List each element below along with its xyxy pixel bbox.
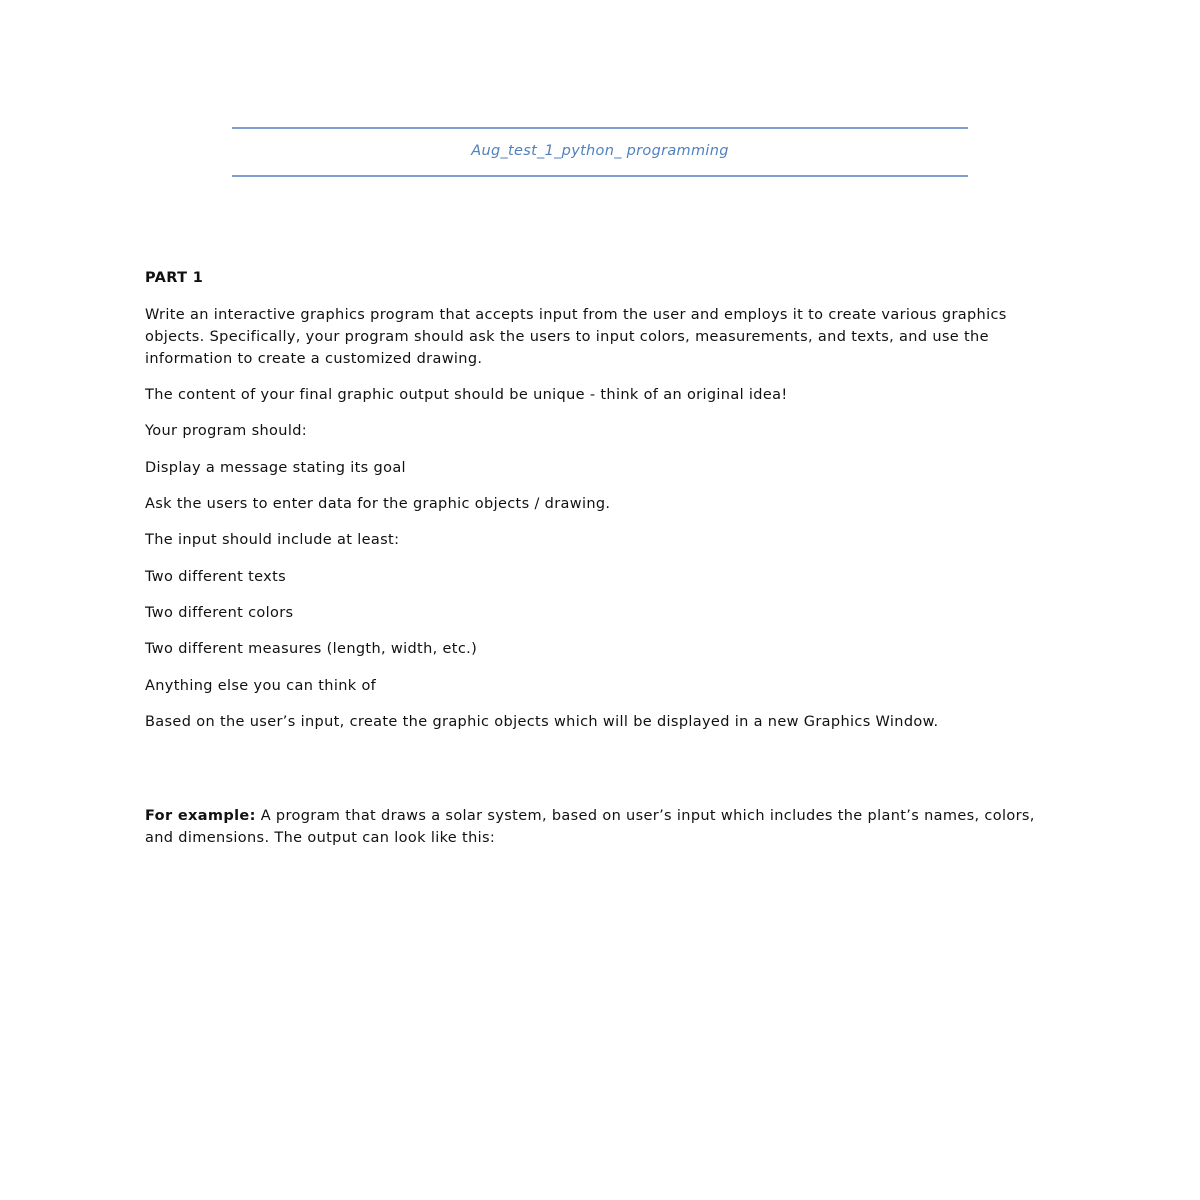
program-should-paragraph: Your program should: bbox=[145, 423, 307, 439]
header-title: Aug_test_1_python_ programming bbox=[471, 143, 729, 159]
goal-item: Display a message stating its goal bbox=[145, 460, 406, 476]
measures-item: Two different measures (length, width, etc.) bbox=[145, 641, 478, 657]
colors-item: Two different colors bbox=[145, 605, 294, 621]
header-top-rule bbox=[232, 127, 968, 129]
based-on-paragraph: Based on the user’s input, create the graphic objects which will be displayed in a new Graphics Window. bbox=[145, 714, 939, 730]
ask-item: Ask the users to enter data for the graphic objects / drawing. bbox=[145, 496, 611, 512]
example-paragraph bbox=[145, 805, 1055, 849]
else-item: Anything else you can think of bbox=[145, 678, 377, 694]
page-header bbox=[232, 127, 968, 177]
texts-item: Two different texts bbox=[145, 569, 287, 585]
example-label: For example: bbox=[145, 808, 256, 824]
header-bottom-rule bbox=[232, 175, 968, 177]
input-include-paragraph: The input should include at least: bbox=[145, 532, 400, 548]
uniqueness-paragraph: The content of your final graphic output should be unique - think of an original idea! bbox=[145, 387, 788, 403]
example-text: A program that draws a solar system, based on user’s input which includes the plant’s names, colors, and dimensions. The output can look like this: bbox=[145, 808, 1035, 846]
intro-paragraph: Write an interactive graphics program that accepts input from the user and employs it to create various graphics objects. Specifically, your program should ask the users to input colors, measurements, and texts, and use the information to create a customized drawing. bbox=[145, 307, 1007, 367]
part-heading: PART 1 bbox=[145, 270, 204, 286]
